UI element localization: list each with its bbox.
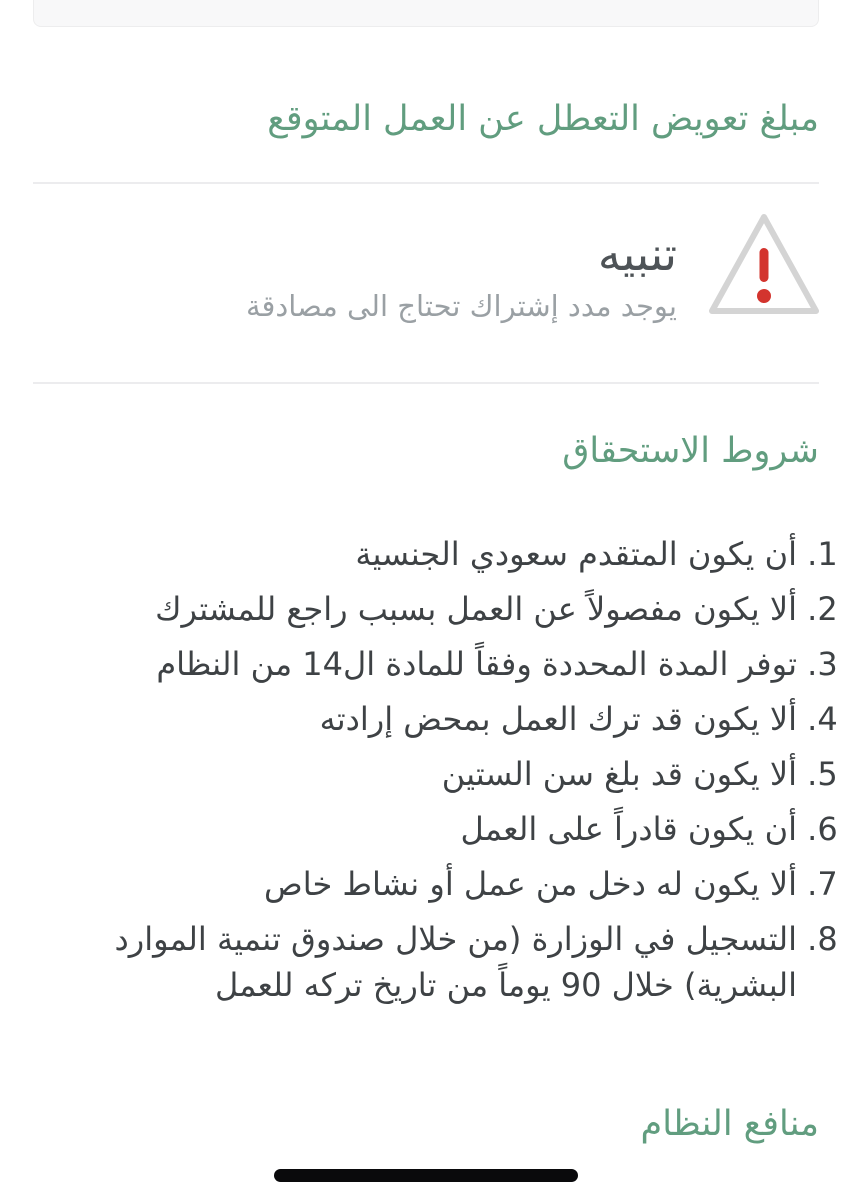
condition-item: 1. أن يكون المتقدم سعودي الجنسية <box>33 531 797 577</box>
alert-message: يوجد مدد إشتراك تحتاج الى مصادقة <box>245 289 677 323</box>
eligibility-conditions-list <box>33 531 819 1008</box>
condition-item: 5. ألا يكون قد بلغ سن الستين <box>33 751 797 797</box>
divider <box>33 382 819 384</box>
expected-compensation-heading: مبلغ تعويض التعطل عن العمل المتوقع <box>267 99 819 139</box>
warning-triangle-icon <box>705 210 823 319</box>
condition-item: 7. ألا يكون له دخل من عمل أو نشاط خاص <box>33 861 797 907</box>
system-benefits-heading: منافع النظام <box>640 1104 819 1144</box>
alert-text-block <box>246 224 677 328</box>
condition-item: 6. أن يكون قادراً على العمل <box>33 806 797 852</box>
condition-item: 8. التسجيل في الوزارة (من خلال صندوق تنمية الموارد البشرية) خلال 90 يوماً من تاريخ تركه للعمل <box>33 916 797 1008</box>
alert-banner <box>0 184 852 382</box>
alert-title: تنبيه <box>597 227 677 281</box>
previous-card-bottom-edge <box>33 0 819 27</box>
eligibility-conditions-heading: شروط الاستحقاق <box>562 431 819 471</box>
home-indicator-handle[interactable] <box>274 1169 578 1182</box>
condition-item: 2. ألا يكون مفصولاً عن العمل بسبب راجع للمشترك <box>33 586 797 632</box>
condition-item: 4. ألا يكون قد ترك العمل بمحض إرادته <box>33 696 797 742</box>
condition-item: 3. توفر المدة المحددة وفقاً للمادة ال14 من النظام <box>33 641 797 687</box>
